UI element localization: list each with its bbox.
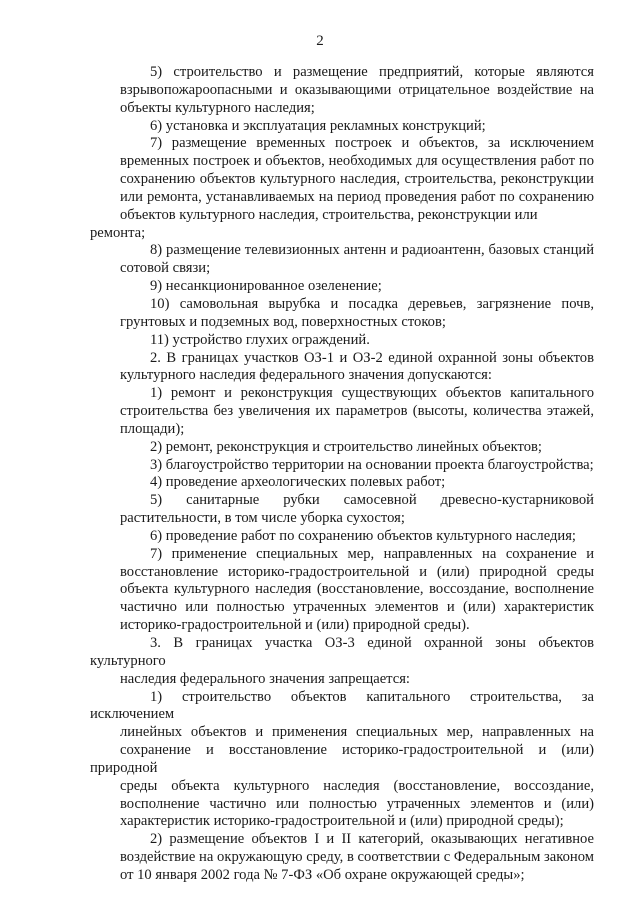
paragraph: 9) несанкционированное озеленение; bbox=[150, 278, 382, 295]
paragraph: 6) установка и эксплуатация рекламных конструкций; bbox=[150, 117, 486, 134]
paragraph: 3) благоустройство территории на основании проекта благоустройства; bbox=[150, 456, 594, 473]
paragraph: 5) санитарные рубки самосевной древесно-кустарниковой растительности, в том числе уборка сухостоя; bbox=[120, 492, 594, 527]
paragraph: 2) ремонт, реконструкция и строительство линейных объектов; bbox=[150, 438, 542, 455]
paragraph: 4) проведение археологических полевых работ; bbox=[150, 474, 446, 491]
paragraph: 6) проведение работ по сохранению объектов культурного наследия; bbox=[150, 527, 576, 544]
paragraph: 7) размещение временных построек и объектов, за исключением временных построек и объектов, необходимых для осуществления работ по сохранению объектов культурного наследия, строительства, реконструкции или ремонта, устанавливаемых на период проведения работ по сохранению объектов культурного наследия, строительства, реконструкции или ремонта; bbox=[90, 135, 594, 241]
page-number: 2 bbox=[316, 33, 324, 49]
paragraph: 3. В границах участка ОЗ-3 единой охранной зоны объектов культурного наследия федерального значения запрещается: bbox=[90, 635, 594, 687]
paragraph: 1) ремонт и реконструкция существующих объектов капитального строительства без увеличения их параметров (высоты, количества этажей, площади); bbox=[120, 385, 594, 437]
paragraph: 7) применение специальных мер, направленных на сохранение и восстановление историко-градостроительной и (или) природной среды объекта культурного наследия (восстановление, воссоздание, восполнение частично или полностью утраченных элементов и (или) характеристик историко-градостроительной и (или) природной среды). bbox=[120, 545, 594, 634]
paragraph: 2. В границах участков ОЗ-1 и ОЗ-2 единой охранной зоны объектов культурного наследия федерального значения допускаются: bbox=[120, 349, 594, 384]
paragraph: 5) строительство и размещение предприятий, которые являются взрывопожароопасными и оказывающими отрицательное воздействие на объекты культурного наследия; bbox=[120, 64, 594, 116]
paragraph: 11) устройство глухих ограждений. bbox=[150, 331, 370, 348]
paragraph: 10) самовольная вырубка и посадка деревьев, загрязнение почв, грунтовых и подземных вод, поверхностных стоков; bbox=[120, 295, 594, 330]
paragraph: 8) размещение телевизионных антенн и радиоантенн, базовых станций сотовой связи; bbox=[120, 242, 594, 277]
paragraph: 2) размещение объектов I и II категорий, оказывающих негативное воздействие на окружающую среду, в соответствии с Федеральным законом от 10 января 2002 года № 7-ФЗ «Об охране окружающей среды»; bbox=[120, 831, 594, 883]
document-body bbox=[90, 64, 594, 885]
paragraph: 1) строительство объектов капитального строительства, за исключением линейных объектов и применения специальных мер, направленных на сохранение и восстановление историко-градостроительной и (или) природной среды объекта культурного наследия (восстановление, воссоздание, восполнение частично или полностью утраченных элементов и (или) характеристик историко-градостроительной и (или) природной среды); bbox=[90, 688, 594, 830]
